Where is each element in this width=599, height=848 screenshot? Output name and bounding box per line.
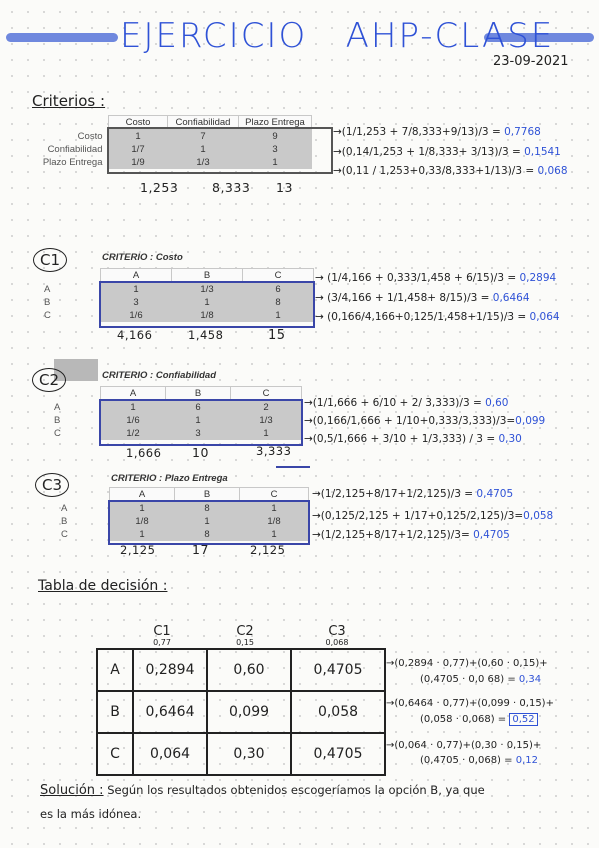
option-label: A bbox=[97, 649, 133, 691]
matrix-cell: 2 bbox=[231, 401, 302, 415]
row-header: B bbox=[54, 415, 61, 426]
col-header: A bbox=[110, 488, 175, 502]
score-cell: 0,099 bbox=[207, 691, 291, 733]
score-cell: 0,30 bbox=[207, 733, 291, 775]
table-row bbox=[97, 649, 385, 691]
matrix-cell: 1/3 bbox=[231, 414, 302, 427]
matrix-cell: 6 bbox=[243, 283, 314, 297]
solution-line-1 bbox=[40, 783, 485, 798]
matrix-cell: 1 bbox=[172, 296, 243, 309]
column-sum: 8,333 bbox=[212, 180, 251, 195]
formula-result: 0,099 bbox=[515, 415, 546, 427]
c1-caption: CRITERIO : Costo bbox=[102, 252, 183, 263]
formula-line: → (0,166/4,166+0,125/1,458+1/15)/3 = 0,064 bbox=[315, 311, 560, 323]
formula-result: 0,058 bbox=[523, 510, 554, 522]
matrix-cell: 9 bbox=[239, 130, 312, 144]
criterios-table bbox=[24, 115, 312, 169]
formula-line: →(0,125/2,125 + 1/17+0,125/2,125)/3=0,058 bbox=[312, 510, 554, 522]
c2-circle-label: C2 bbox=[32, 368, 66, 392]
row-header: A bbox=[44, 283, 51, 295]
weighted-formula: (0,4705 · 0,068) = 0,12 bbox=[420, 755, 538, 766]
final-score: 0,12 bbox=[515, 755, 538, 766]
option-label: C bbox=[97, 733, 133, 775]
c3-table bbox=[57, 473, 309, 541]
table-row bbox=[97, 733, 385, 775]
col-header: C bbox=[231, 387, 302, 401]
formula-line: → (3/4,166 + 1/1,458+ 8/15)/3 = 0,6464 bbox=[315, 292, 530, 304]
score-cell: 0,058 bbox=[291, 691, 385, 733]
formula-result: 0,1541 bbox=[524, 146, 561, 158]
matrix-cell: 1 bbox=[101, 283, 172, 297]
matrix-cell: 1/8 bbox=[110, 515, 175, 528]
matrix-cell: 1 bbox=[166, 414, 231, 427]
matrix-cell: 1/9 bbox=[109, 156, 168, 169]
option-label: B bbox=[97, 691, 133, 733]
matrix-cell: 3 bbox=[239, 143, 312, 156]
solution-line-2: es la más idónea. bbox=[40, 807, 142, 821]
row-header: Plazo Entrega bbox=[42, 157, 103, 168]
row-header: Confiabilidad bbox=[47, 144, 103, 155]
formula-result: 0,2894 bbox=[519, 272, 557, 284]
formula-result: 0,6464 bbox=[492, 292, 530, 304]
row-header: Costo bbox=[77, 130, 103, 142]
decision-table-label: Tabla de decisión : bbox=[38, 578, 168, 594]
column-sum: 1,666 bbox=[126, 446, 162, 460]
solution-text: Según los resultados obtenidos escogeríamos la opción B, ya que bbox=[107, 783, 485, 797]
row-header: B bbox=[44, 297, 51, 308]
matrix-cell: 1/2 bbox=[101, 427, 166, 440]
decision-header-c2: C2 0,15 bbox=[225, 626, 265, 647]
criterios-label: Criterios : bbox=[32, 92, 106, 110]
column-sum: 13 bbox=[276, 180, 293, 195]
matrix-cell: 1 bbox=[109, 130, 168, 144]
matrix-cell: 1 bbox=[243, 309, 314, 322]
col-header: Confiabilidad bbox=[168, 116, 239, 130]
weighted-formula: →(0,064 · 0,77)+(0,30 · 0,15)+ bbox=[386, 740, 542, 751]
formula-line: →(1/1,666 + 6/10 + 2/ 3,333)/3 = 0,60 bbox=[304, 397, 509, 409]
weight-label: 0,15 bbox=[236, 638, 254, 647]
formula-result: 0,7768 bbox=[504, 126, 541, 138]
column-sum: 17 bbox=[192, 542, 209, 557]
weight-label: 0,77 bbox=[153, 638, 171, 647]
formula-line: →(0,11 / 1,253+0,33/8,333+1/13)/3 = 0,068 bbox=[333, 165, 568, 177]
formula-line: → (1/4,166 + 0,333/1,458 + 6/15)/3 = 0,2894 bbox=[315, 272, 557, 284]
column-sum: 10 bbox=[192, 445, 209, 460]
score-cell: 0,6464 bbox=[133, 691, 207, 733]
column-sum: 15 bbox=[268, 328, 286, 343]
col-header: Plazo Entrega bbox=[239, 116, 312, 130]
formula-line: →(0,14/1,253 + 1/8,333+ 3/13)/3 = 0,1541 bbox=[333, 146, 561, 158]
col-header: A bbox=[101, 269, 172, 283]
matrix-cell: 1 bbox=[168, 143, 239, 156]
formula-line: →(0,166/1,666 + 1/10+0,333/3,333)/3=0,099 bbox=[304, 415, 546, 427]
c2-caption: CRITERIO : Confiabilidad bbox=[102, 370, 216, 381]
matrix-cell: 1/6 bbox=[101, 309, 172, 322]
column-sum: 4,166 bbox=[117, 328, 153, 342]
final-score: 0,34 bbox=[518, 674, 542, 685]
matrix-cell: 1 bbox=[101, 401, 166, 415]
weighted-formula: →(0,6464 · 0,77)+(0,099 · 0,15)+ bbox=[386, 698, 554, 709]
score-cell: 0,4705 bbox=[291, 649, 385, 691]
page-title: EJERCICIO AHP-CLASE bbox=[120, 16, 555, 56]
matrix-cell: 1 bbox=[239, 156, 312, 169]
row-header: C bbox=[44, 310, 51, 321]
solution-label: Solución : bbox=[40, 783, 104, 798]
score-cell: 0,4705 bbox=[291, 733, 385, 775]
decorative-pill-left bbox=[6, 33, 118, 42]
matrix-cell: 1 bbox=[175, 515, 240, 528]
score-cell: 0,2894 bbox=[133, 649, 207, 691]
matrix-cell: 6 bbox=[166, 401, 231, 415]
formula-result: 0,064 bbox=[529, 311, 560, 323]
score-cell: 0,064 bbox=[133, 733, 207, 775]
formula-result: 0,4705 bbox=[476, 488, 514, 500]
matrix-cell: 1 bbox=[231, 427, 302, 440]
c1-circle-label: C1 bbox=[33, 248, 67, 272]
formula-line: →(1/1,253 + 7/8,333+9/13)/3 = 0,7768 bbox=[333, 126, 541, 138]
c1-table bbox=[40, 252, 314, 322]
formula-result: 0,4705 bbox=[473, 529, 510, 541]
matrix-cell: 8 bbox=[243, 296, 314, 309]
col-header: B bbox=[172, 269, 243, 283]
weighted-formula: (0,4705 · 0,0 68) = 0,34 bbox=[420, 674, 542, 685]
weighted-formula: →(0,2894 · 0,77)+(0,60 · 0,15)+ bbox=[386, 658, 548, 669]
formula-line: →(1/2,125+8/17+1/2,125)/3 = 0,4705 bbox=[312, 488, 514, 500]
row-header: C bbox=[54, 428, 61, 439]
table-row bbox=[97, 691, 385, 733]
col-header: A bbox=[101, 387, 166, 401]
weight-label: 0,068 bbox=[325, 638, 349, 647]
decision-header-c3: C3 0,068 bbox=[317, 626, 357, 647]
matrix-cell: 1/8 bbox=[172, 309, 243, 322]
row-header: A bbox=[61, 502, 68, 514]
matrix-cell: 1/7 bbox=[109, 143, 168, 156]
matrix-cell: 3 bbox=[101, 296, 172, 309]
matrix-cell: 1/3 bbox=[172, 283, 243, 297]
formula-result: 0,60 bbox=[485, 397, 509, 409]
matrix-cell: 1 bbox=[110, 502, 175, 516]
matrix-cell: 1 bbox=[240, 528, 309, 541]
column-sum: 2,125 bbox=[120, 543, 156, 557]
matrix-cell: 1/6 bbox=[101, 414, 166, 427]
col-header: C bbox=[243, 269, 314, 283]
formula-result: 0,30 bbox=[498, 433, 522, 445]
c2-table bbox=[50, 370, 302, 440]
blue-underline-mark bbox=[276, 466, 310, 468]
c3-caption: CRITERIO : Plazo Entrega bbox=[111, 473, 228, 484]
formula-result: 0,068 bbox=[537, 165, 568, 177]
col-header: B bbox=[166, 387, 231, 401]
score-cell: 0,60 bbox=[207, 649, 291, 691]
formula-line: →(0,5/1,666 + 3/10 + 1/3,333) / 3 = 0,30 bbox=[304, 433, 522, 445]
col-header: C bbox=[240, 488, 309, 502]
matrix-cell: 1/3 bbox=[168, 156, 239, 169]
column-sum: 1,458 bbox=[188, 328, 224, 342]
matrix-cell: 1 bbox=[240, 502, 309, 516]
c3-circle-label: C3 bbox=[35, 473, 69, 497]
column-sum: 3,333 bbox=[256, 444, 292, 458]
matrix-cell: 8 bbox=[175, 528, 240, 541]
matrix-cell: 3 bbox=[166, 427, 231, 440]
decision-header-c1: C1 0,77 bbox=[142, 626, 182, 647]
matrix-cell: 7 bbox=[168, 130, 239, 144]
matrix-cell: 8 bbox=[175, 502, 240, 516]
final-score-highlighted: 0,52 bbox=[509, 713, 537, 726]
column-sum: 2,125 bbox=[250, 543, 286, 557]
column-sum: 1,253 bbox=[140, 180, 179, 195]
page-date: 23-09-2021 bbox=[493, 54, 569, 69]
row-header: C bbox=[61, 529, 68, 540]
matrix-cell: 1 bbox=[110, 528, 175, 541]
decision-table bbox=[96, 648, 386, 776]
col-header: B bbox=[175, 488, 240, 502]
row-header: A bbox=[54, 401, 61, 413]
formula-line: →(1/2,125+8/17+1/2,125)/3= 0,4705 bbox=[312, 529, 510, 541]
matrix-cell: 1/8 bbox=[240, 515, 309, 528]
weighted-formula: (0,058 · 0,068) = 0,52 bbox=[420, 714, 538, 725]
row-header: B bbox=[61, 516, 68, 527]
col-header: Costo bbox=[109, 116, 168, 130]
